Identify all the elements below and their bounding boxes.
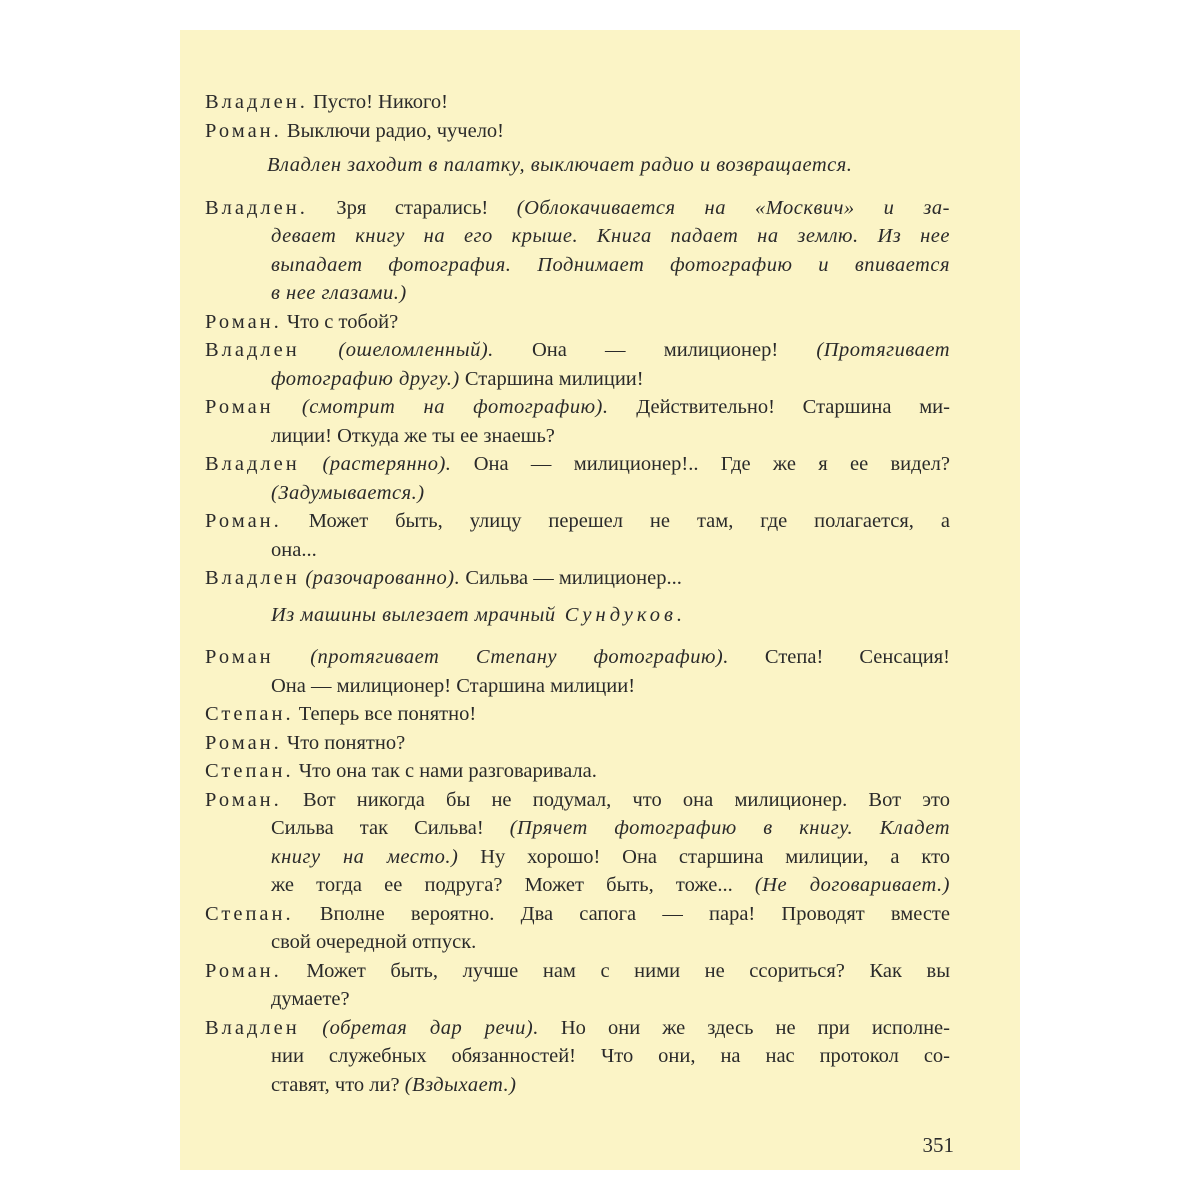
stage-direction: (Облокачивается на «Москвич» и за-	[516, 196, 950, 219]
text-line	[205, 700, 950, 729]
text-line	[205, 117, 950, 146]
dialogue: Она — милиционер!	[493, 339, 817, 361]
dialogue: Теперь все понятно!	[293, 703, 477, 725]
text-line	[205, 536, 950, 565]
dialogue: думаете?	[271, 988, 350, 1010]
text-line	[205, 643, 950, 672]
dialogue: Ну хорошо! Она старшина милиции, а кто	[458, 845, 951, 868]
text-line	[205, 985, 950, 1014]
text-line	[205, 365, 950, 394]
text-line	[205, 479, 950, 508]
speaker: Владлен.	[205, 91, 308, 113]
dialogue: Вполне вероятно. Два сапога — пара! Проводят вместе	[293, 902, 950, 925]
dialogue: Вот никогда бы не подумал, что она милиционер. Вот это	[281, 788, 950, 811]
dialogue: Она — милиционер! Старшина милиции!	[271, 674, 636, 697]
dialogue: Сильва — милиционер...	[460, 567, 682, 589]
dialogue: же тогда ее подруга? Может быть, тоже...	[271, 874, 755, 896]
stage-direction: (Протягивает	[816, 339, 950, 361]
stage-direction: (Не договаривает.)	[754, 874, 950, 896]
stage-direction: (ошеломленный).	[299, 339, 494, 361]
play-text	[205, 88, 950, 1099]
text-line	[205, 871, 950, 900]
text-line	[205, 393, 950, 422]
dialogue: Она — милиционер!.. Где же я ее видел?	[451, 453, 950, 475]
speaker: Владлен.	[205, 196, 308, 219]
dialogue: ставят, что ли?	[271, 1073, 405, 1096]
text-line	[205, 251, 950, 280]
stage-direction: Владлен заходит в палатку, выключает радио и возвращается.	[267, 154, 853, 176]
text-line	[205, 507, 950, 536]
speaker: Владлен	[205, 567, 300, 589]
dialogue: Что с тобой?	[281, 310, 399, 333]
dialogue: Сильва так Сильва!	[271, 817, 510, 839]
speaker: Роман.	[205, 310, 282, 333]
dialogue: свой очередной отпуск.	[271, 931, 477, 953]
text-line	[205, 564, 950, 593]
text-line	[205, 1071, 950, 1100]
dialogue: нии служебных обязанностей! Что они, на нас протокол со-	[271, 1045, 950, 1067]
page-number: 351	[922, 1133, 954, 1157]
dialogue: Действительно! Старшина ми-	[608, 396, 950, 418]
stage-direction: девает книгу на его крыше. Книга падает на землю. Из нее	[271, 225, 950, 247]
stage-direction: (Вздыхает.)	[404, 1073, 517, 1096]
speaker: Степан.	[205, 902, 294, 925]
text-line	[205, 757, 950, 786]
stage-direction: (растерянно).	[299, 453, 452, 475]
dialogue: Зря старались!	[307, 196, 517, 219]
stage-direction: (обретая дар речи).	[299, 1016, 539, 1039]
text-line	[205, 729, 950, 758]
text-line	[205, 957, 950, 986]
text-line	[205, 422, 950, 451]
text-line	[205, 814, 950, 843]
dialogue: лиции! Откуда же ты ее знаешь?	[271, 424, 555, 447]
speaker: Владлен	[205, 1016, 300, 1039]
stage-direction: (разочарованно).	[299, 567, 461, 589]
text-line	[205, 222, 950, 251]
speaker: Степан.	[205, 703, 294, 725]
speaker: Роман.	[205, 788, 282, 811]
text-line	[205, 336, 950, 365]
dialogue: Пусто! Никого!	[307, 91, 448, 113]
stage-direction: (смотрит на фотографию).	[273, 396, 609, 418]
dialogue: Может быть, улицу перешел не там, где полагается, а	[281, 510, 950, 532]
speaker: Степан.	[205, 760, 294, 782]
speaker: Роман.	[205, 959, 282, 982]
stage-direction: (протягивает Степану фотографию).	[273, 646, 729, 668]
dialogue: Что понятно?	[281, 731, 406, 754]
book-page	[180, 30, 1020, 1170]
stage-direction: выпадает фотография. Поднимает фотографию и впивается	[271, 253, 950, 276]
speaker: Владлен	[205, 339, 300, 361]
dialogue: Старшина милиции!	[459, 367, 644, 390]
stage-direction: (Прячет фотографию в книгу. Кладет	[509, 817, 950, 839]
text-line	[205, 672, 950, 701]
stage-direction: фотографию другу.)	[271, 367, 460, 390]
stage-direction: (Задумывается.)	[271, 481, 425, 504]
speaker: Роман.	[205, 510, 282, 532]
stage-direction: книгу на место.)	[271, 845, 459, 868]
dialogue: она...	[271, 538, 317, 561]
stage-direction: в нее глазами.)	[271, 282, 407, 304]
stage-direction-line	[205, 151, 950, 180]
speaker: Роман	[205, 396, 274, 418]
character-name: Сундуков.	[555, 603, 686, 626]
speaker: Роман.	[205, 731, 282, 754]
text-line	[205, 928, 950, 957]
text-line	[205, 88, 950, 117]
text-line	[205, 900, 950, 929]
text-line	[205, 279, 950, 308]
text-line	[205, 1014, 950, 1043]
text-line	[205, 843, 950, 872]
stage-direction-line	[205, 601, 950, 630]
text-line	[205, 450, 950, 479]
speaker: Роман.	[205, 119, 282, 142]
speaker: Роман	[205, 646, 274, 668]
text-line	[205, 194, 950, 223]
stage-direction: Из машины вылезает мрачный	[271, 603, 556, 626]
dialogue: Но они же здесь не при исполне-	[538, 1016, 950, 1039]
text-line	[205, 786, 950, 815]
dialogue: Может быть, лучше нам с ними не ссориться? Как вы	[281, 959, 950, 982]
dialogue: Степа! Сенсация!	[728, 646, 950, 668]
text-line	[205, 308, 950, 337]
dialogue: Что она так с нами разговаривала.	[293, 760, 597, 782]
speaker: Владлен	[205, 453, 300, 475]
dialogue: Выключи радио, чучело!	[281, 119, 505, 142]
text-line	[205, 1042, 950, 1071]
